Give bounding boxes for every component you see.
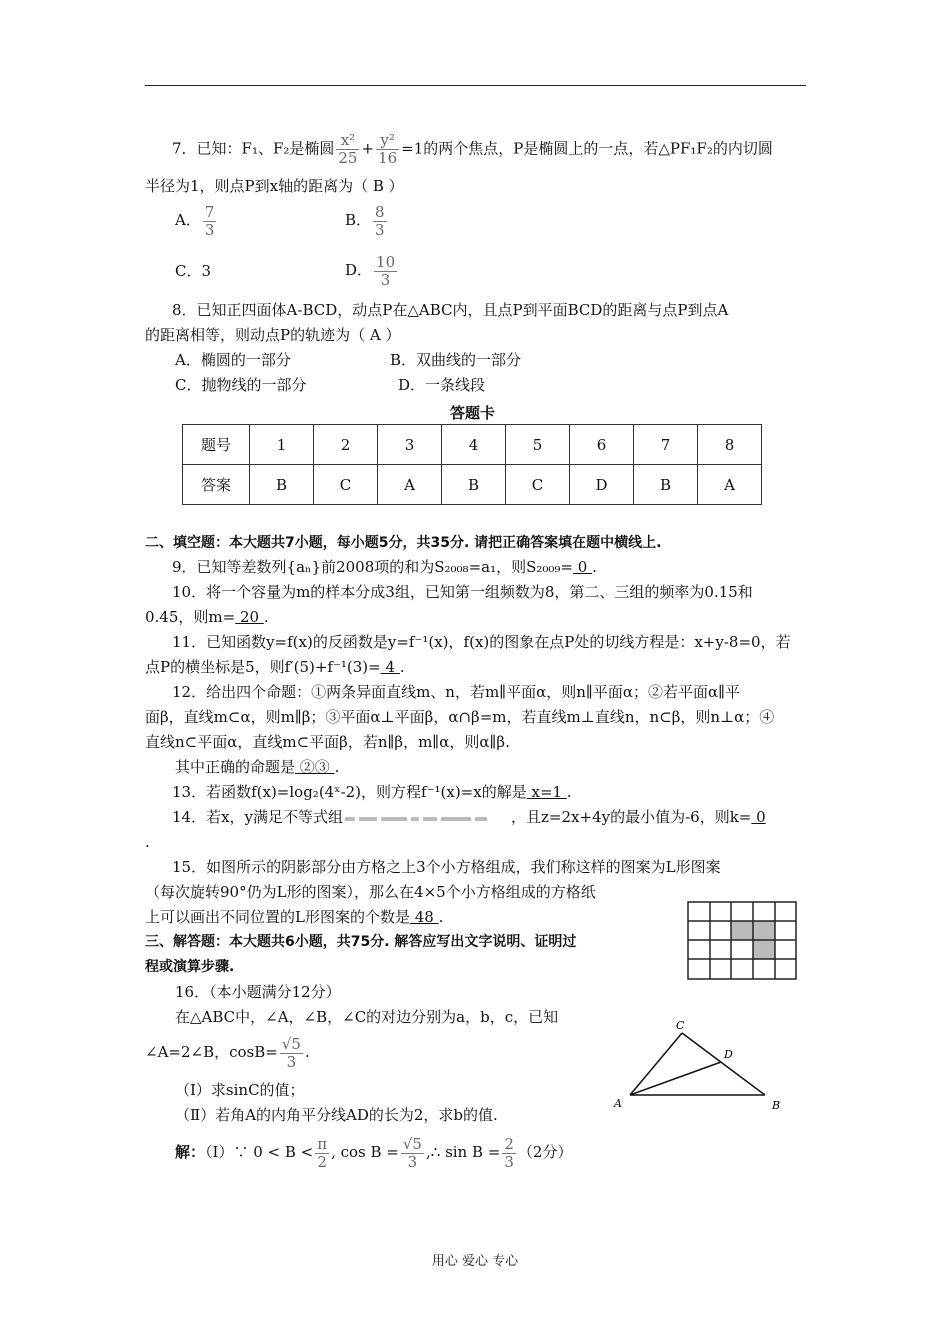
q7-line2: 半径为1，则点P到x轴的距离为（ B ） [145,177,404,195]
q7-suffix: 的两个焦点，P是椭圆上的一点，若△PF₁F₂的内切圆 [423,139,773,158]
answer-card-title: 答题卡 [450,404,496,422]
q8-line1: 8．已知正四面体A-BCD，动点P在△ABC内，且点P到平面BCD的距离与点P到点A [172,301,729,319]
inequality-system-image [343,808,511,828]
q8-option-a: A．椭圆的一部分 [175,351,291,369]
section3-heading-line2: 程或演算步骤. [145,959,235,975]
q8-option-d: D．一条线段 [398,376,486,394]
label-c: C [676,1019,685,1032]
table-cell: 2 [314,425,378,465]
table-cell: B [634,465,698,505]
label-a: A [614,1097,622,1110]
table-cell: 6 [570,425,634,465]
ellipse-y-fraction: $\frac{\text{y²}}{16}$ [378,131,398,167]
table-cell: B [442,465,506,505]
table-cell: 答案 [183,465,250,505]
label-b: B [772,1099,781,1112]
q12-line1: 12．给出四个命题：①两条异面直线m、n，若m∥平面α，则n∥平面α；②若平面α∥平 [172,683,741,701]
table-cell: 3 [378,425,442,465]
table-cell: D [570,465,634,505]
label-d: D [724,1048,733,1061]
table-cell: A [378,465,442,505]
l-shape-grid-figure [687,900,799,982]
q16-line2: ∠A=2∠B，cosB= $\frac{√5}{3}$ . [145,1034,310,1071]
answer-card-answer-row [183,465,762,505]
table-cell: 7 [634,425,698,465]
q12-line3: 直线n⊂平面α，直线m⊂平面β，若n∥β，m∥α，则α∥β. [145,733,510,751]
table-cell: A [698,465,762,505]
q15-line1: 15．如图所示的阴影部分由方格之上3个小方格组成，我们称这样的图案为L形图案 [172,858,721,876]
q9: 9．已知等差数列{aₙ}前2008项的和为S₂₀₀₈=a₁，则S₂₀₀₉= 0 . [172,558,597,576]
q16-part2: （Ⅱ）若角A的内角平分线AD的长为2，求b的值. [175,1106,498,1124]
shaded-cell [753,940,775,959]
q14: 14．若x，y满足不等式组 ，且z=2x+4y的最小值为-6，则k= 0 [172,808,766,826]
q7-option-d: D． $\frac{10}{3}$ [345,252,396,289]
q7-prefix: 7．已知：F₁、F₂是椭圆 [172,139,335,158]
shaded-cell [731,921,753,940]
q13: 13．若函数f(x)=log₂(4ˣ-2)，则方程f⁻¹(x)=x的解是 x=1 . [172,783,572,801]
table-cell: B [250,465,314,505]
ellipse-x-fraction: $\frac{\text{x²}}{25}$ [338,131,358,167]
triangle-abc-figure [605,1015,795,1115]
answer-card-number-row [183,425,762,465]
q11-line1: 11．已知函数y=f(x)的反函数是y=f⁻¹(x)，f(x)的图象在点P处的切线方程是：x+y-8=0，若 [172,633,791,651]
q16-line1: 在△ABC中，∠A，∠B，∠C的对边分别为a，b，c，已知 [175,1008,559,1026]
table-cell: 题号 [183,425,250,465]
q8-line2: 的距离相等，则动点P的轨迹为（ A ） [145,326,401,344]
plus-sign: + [361,139,375,158]
q15-line2: （每次旋转90°仍为L形的图案），那么在4×5个小方格组成的方格纸 [145,883,596,901]
q11-line2: 点P的横坐标是5，则f′(5)+f⁻¹(3)= 4 . [145,658,405,676]
q8-option-b: B．双曲线的一部分 [390,351,522,369]
table-cell: 1 [250,425,314,465]
table-cell: C [506,465,570,505]
q7-option-c: C．3 [175,262,212,280]
q8-option-c: C．抛物线的一部分 [175,376,307,394]
q12-line2: 面β，直线m⊂α，则m∥β；③平面α⊥平面β，α∩β=m，若直线m⊥直线n，n⊂β，则n⊥α；④ [145,708,775,726]
q16-part1: （Ⅰ）求sinC的值； [175,1081,305,1099]
section2-heading: 二、填空题：本大题共7小题，每小题5分，共35分. 请把正确答案填在题中横线上. [145,535,662,551]
q14-dot: . [145,833,150,851]
answer-card-table [182,424,762,505]
section3-heading-line1: 三、解答题：本大题共6小题，共75分. 解答应写出文字说明、证明过 [145,934,577,950]
table-cell: 8 [698,425,762,465]
q7-option-a: A． $\frac{7}{3}$ [175,202,215,239]
q10-line2: 0.45，则m= 20 . [145,608,269,626]
table-cell: 4 [442,425,506,465]
q7-option-b: B． $\frac{8}{3}$ [345,202,385,239]
table-cell: C [314,465,378,505]
q10-line1: 10．将一个容量为m的样本分成3组，已知第一组频数为8，第二、三组的频率为0.15和 [172,583,753,601]
q15-line3: 上可以画出不同位置的L形图案的个数是 48 . [145,908,444,926]
q16-solution: 解：（Ⅰ）∵ 0 < B < $\frac{\pi}{2}$ , cos B = $\frac{√5}{3}$ ,∴ sin B = $\frac{2}{3}$ （2分） [175,1134,573,1171]
table-cell: 5 [506,425,570,465]
q16-title: 16．（本小题满分12分） [175,983,341,1001]
q12-line4: 其中正确的命题是 ②③ . [175,758,340,776]
header-rule [145,85,806,86]
equals-one: =1 [401,139,424,158]
shaded-cell [753,921,775,940]
q7-line1 [172,132,773,167]
page-footer: 用心 爱心 专心 [431,1254,519,1269]
